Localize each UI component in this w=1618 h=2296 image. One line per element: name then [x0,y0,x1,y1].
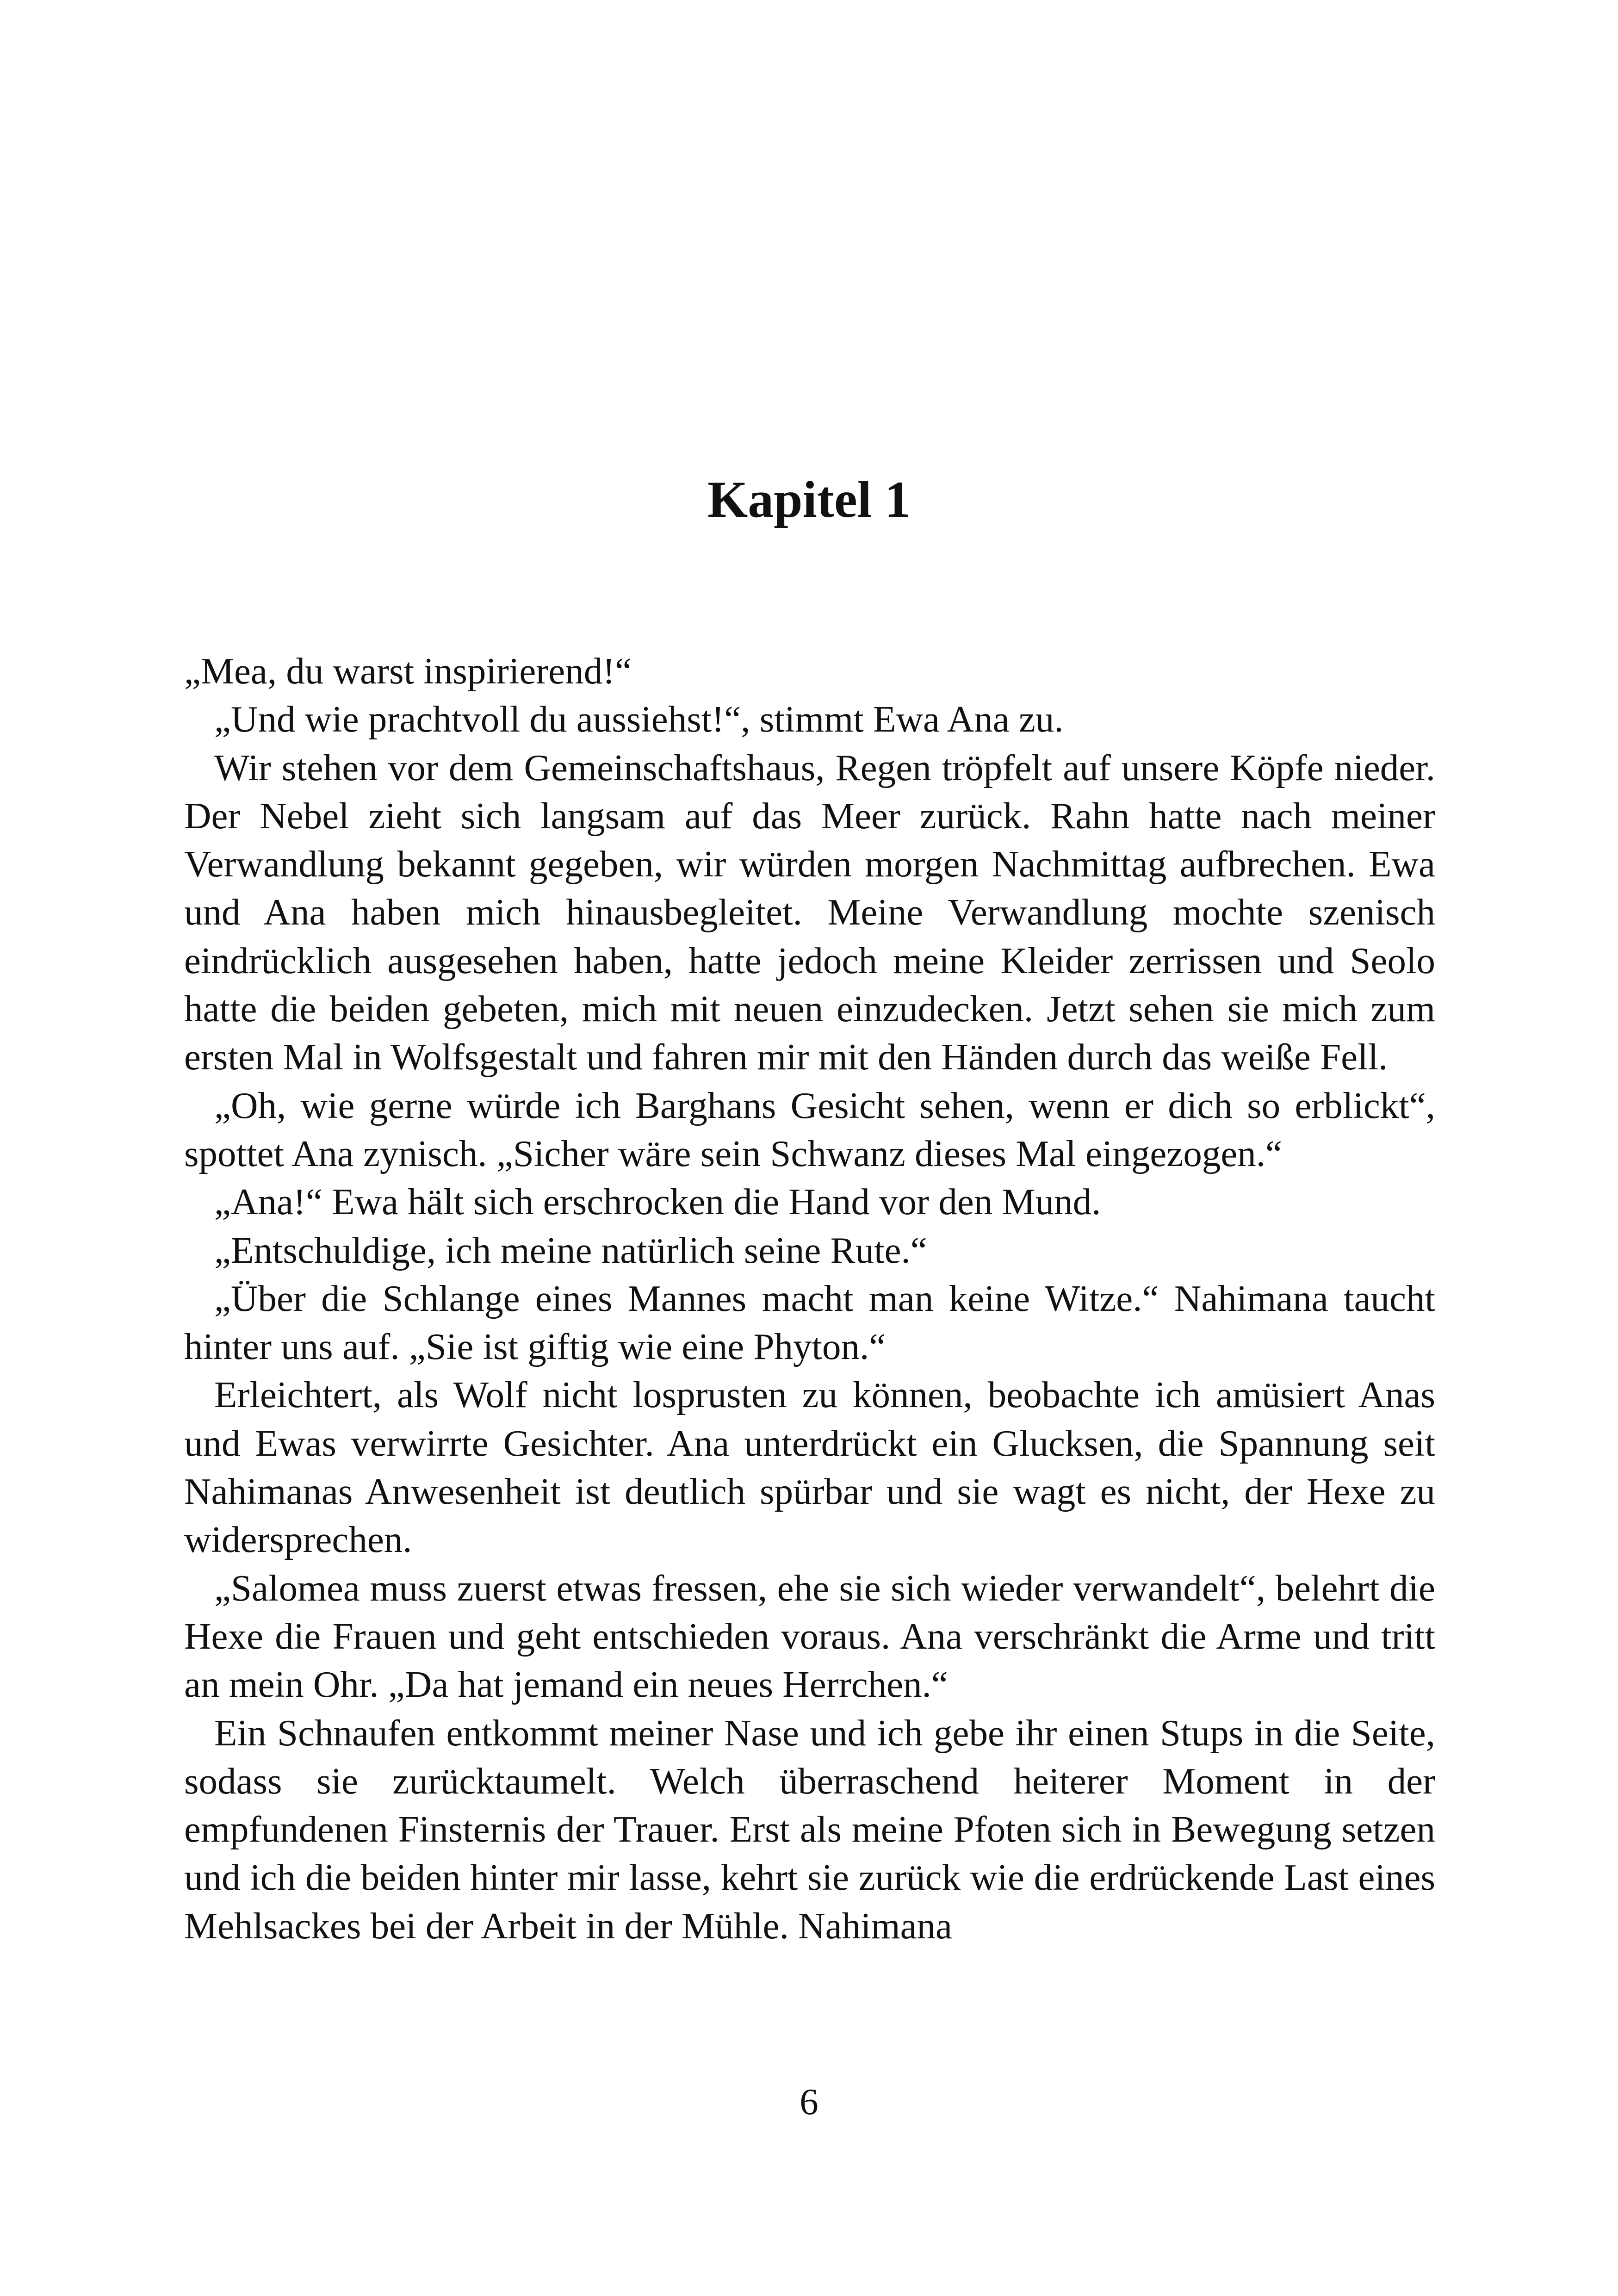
paragraph: „Über die Schlange eines Mannes macht man keine Witze.“ Nahimana taucht hinter uns auf. „Sie ist giftig wie eine Phyton.“ [184,1277,1435,1368]
chapter-title: Kapitel 1 [707,471,911,528]
chapter-body [184,647,1435,1950]
paragraph: „Oh, wie gerne würde ich Barghans Gesicht sehen, wenn er dich so erblickt“, spottet Ana zynisch. „Sicher wäre sein Schwanz dieses Mal eingezogen.“ [184,1084,1435,1174]
paragraph: „Mea, du warst inspirierend!“ [184,650,632,692]
paragraph: Wir stehen vor dem Gemeinschaftshaus, Regen tröpfelt auf unsere Köpfe nieder. Der Nebel zieht sich langsam auf das Meer zurück. Rahn hatte nach meiner Verwandlung bekannt gegeben, wir würden morgen Nachmittag aufbrechen. Ewa und Ana haben mich hinausbegleitet. Meine Verwandlung mochte szenisch eindrücklich ausgesehen haben, hatte jedoch meine Kleider zerrissen und Seolo hatte die beiden gebeten, mich mit neuen einzudecken. Jetzt sehen sie mich zum ersten Mal in Wolfsgestalt und fahren mir mit den Händen durch das weiße Fell. [184,746,1435,1078]
paragraph: „Salomea muss zuerst etwas fressen, ehe sie sich wieder verwandelt“, belehrt die Hexe die Frauen und geht entschieden voraus. Ana verschränkt die Arme und tritt an mein Ohr. „Da hat jemand ein neues Herrchen.“ [184,1567,1435,1706]
paragraph: „Und wie prachtvoll du aussiehst!“, stimmt Ewa Ana zu. [214,698,1064,740]
paragraph: „Entschuldige, ich meine natürlich seine Rute.“ [214,1229,927,1271]
paragraph-last: Ein Schnaufen entkommt meiner Nase und ich gebe ihr einen Stups in die Seite, sodass sie zurücktaumelt. Welch überraschend heiterer Moment in der empfundenen Finsternis der Trauer. Erst als meine Pfoten sich in Bewegung setzen und ich die beiden hinter mir lasse, kehrt sie zurück wie die erdrückende Last eines Mehlsackes bei der Arbeit in der Mühle. Nahimana [184,1712,1435,1947]
paragraph: „Ana!“ Ewa hält sich erschrocken die Hand vor den Mund. [214,1181,1101,1223]
page-number: 6 [800,2081,818,2122]
paragraph: Erleichtert, als Wolf nicht losprusten zu können, beobachte ich amüsiert Anas und Ewas verwirrte Gesichter. Ana unterdrückt ein Glucksen, die Spannung seit Nahimanas Anwesenheit ist deutlich spürbar und sie wagt es nicht, der Hexe zu widersprechen. [184,1374,1435,1561]
